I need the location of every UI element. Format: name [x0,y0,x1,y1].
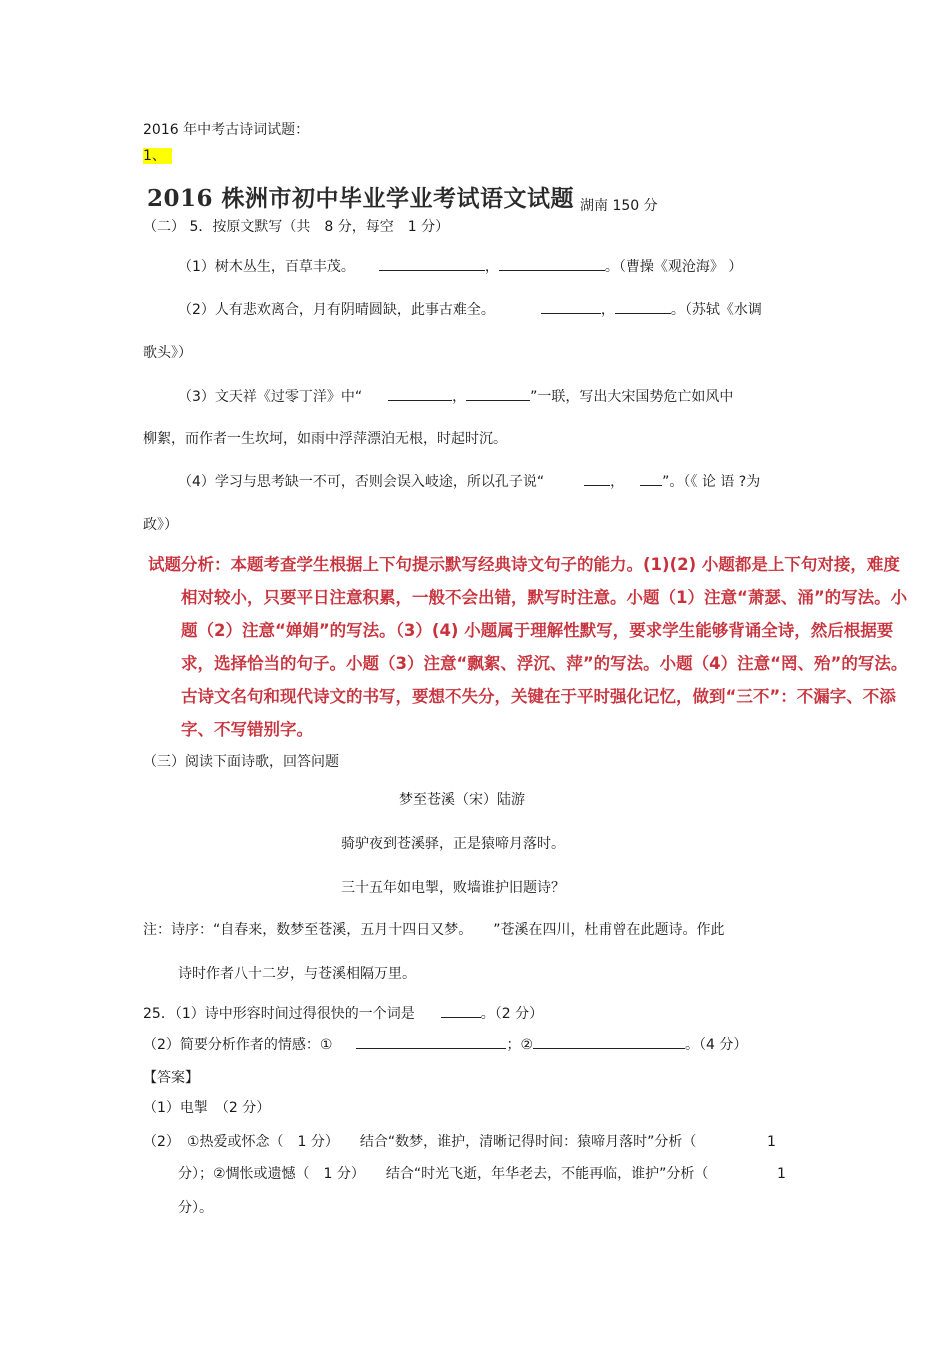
q25-1-line [143,1003,543,1024]
q3-tail: ”一联，写出大宋国势危亡如风中 [530,389,734,405]
q1-blank-1[interactable] [379,256,485,271]
q25-2-mid: ；② [506,1037,534,1053]
q25-2-text: （2）简要分析作者的情感：① [143,1037,333,1053]
exam-title-image: 2016 株洲市初中毕业学业考试语文试题 [147,185,575,212]
poem-title: 梦至苍溪（宋）陆游 [399,792,525,808]
q4-sep: ， [610,474,625,490]
analysis-line-6: 字、不写错别字。 [181,720,313,739]
q4-tail: ”。（《 论 语 ?为 [662,474,761,490]
q3-continuation: 柳絮，而作者一生坎坷，如雨中浮萍漂泊无根，时起时沉。 [143,431,507,447]
q2-line [178,299,762,320]
analysis-line-3: 题（2）注意“婵娟”的写法。（3）(4) 小题属于理解性默写，要求学生能够背诵全诗，然后根据要 [181,621,894,640]
q3-text: （3）文天祥《过零丁洋》中“ [178,389,363,405]
q2-tail: 。（苏轼《水调 [670,302,762,318]
analysis-line-4: 求，选择恰当的句子。小题（3）注意“飘絮、浮沉、萍”的写法。小题（4）注意“罔、殆”的写法。 [181,654,908,673]
q3-blank-2[interactable] [466,386,530,401]
q3-blank-1[interactable] [388,386,452,401]
q2-continuation: 歌头》） [143,345,192,361]
section3-heading: （三）阅读下面诗歌，回答问题 [143,754,339,770]
q2-sep: ， [600,302,615,318]
poem-line-2: 三十五年如电掣，败墙谁护旧题诗？ [341,880,565,896]
item-number [143,146,172,166]
q3-sep: ， [452,389,467,405]
poem-line-1: 骑驴夜到苍溪驿，正是猿啼月落时。 [341,836,565,852]
answer-2-line-1-score: 1 [767,1134,776,1150]
q1-line [178,256,742,277]
note-line-2: 诗时作者八十二岁，与苍溪相隔万里。 [178,966,416,982]
q25-2-line [143,1034,747,1055]
answer-label: 【答案】 [143,1070,199,1086]
q25-1-tail: 。（2 分） [480,1006,544,1022]
answer-2-line-3: 分）。 [178,1200,213,1216]
q4-blank-2[interactable] [640,471,662,486]
q25-1-text: 25．（1）诗中形容时间过得很快的一个词是 [143,1006,415,1022]
analysis-line-1: 试题分析：本题考查学生根据上下句提示默写经典诗文句子的能力。(1)(2) 小题都是上下句对接，难度 [148,555,900,574]
q25-2-blank-1[interactable] [356,1034,506,1049]
item-number-highlight: 1、 [143,148,172,164]
q1-blank-2[interactable] [499,256,605,271]
document-title: 2016 年中考古诗词试题： [143,122,310,138]
answer-1: （1）电掣 （2 分） [143,1100,271,1116]
analysis-line-2: 相对较小，只要平日注意积累，一般不会出错，默写时注意。小题（1）注意“萧瑟、涌”的写法。小 [181,588,908,607]
q25-1-blank[interactable] [441,1003,481,1018]
analysis-line-5: 古诗文名句和现代诗文的书写，要想不失分，关键在于平时强化记忆，做到“三不”：不漏字、不添 [181,687,896,706]
q2-blank-1[interactable] [541,299,601,314]
q25-2-tail: 。（4 分） [685,1037,748,1053]
q4-line [178,471,760,492]
note-line-1: 注：诗序：“自春来，数梦至苍溪，五月十四日又梦。 ”苍溪在四川，杜甫曾在此题诗。作此 [143,922,725,938]
q4-text: （4）学习与思考缺一不可，否则会误入岐途，所以孔子说“ [178,474,545,490]
section2-heading: （二） 5．按原文默写（共 8 分，每空 1 分） [143,219,450,235]
q1-text: （1）树木丛生，百草丰茂。 [178,259,355,275]
answer-2-line-2: 分）；②惆怅或遗憾（ 1 分） 结合“时光飞逝，年华老去，不能再临，谁护”分析（ [178,1166,709,1182]
answer-2-line-1: （2） ①热爱或怀念（ 1 分） 结合“数梦，谁护，清晰记得时间：猿啼月落时”分析（ [143,1134,697,1150]
exam-meta: 湖南 150 分 [580,198,658,214]
q2-blank-2[interactable] [615,299,671,314]
q1-sep: ， [484,259,499,275]
q2-text: （2）人有悲欢离合，月有阴晴圆缺，此事古难全。 [178,302,495,318]
q4-blank-1[interactable] [584,471,610,486]
q3-line [178,386,733,407]
q1-tail: 。（曹操《观沧海》 ） [604,259,743,275]
answer-2-line-2-score: 1 [777,1166,786,1182]
q4-continuation: 政》） [143,517,178,533]
q25-2-blank-2[interactable] [533,1034,685,1049]
